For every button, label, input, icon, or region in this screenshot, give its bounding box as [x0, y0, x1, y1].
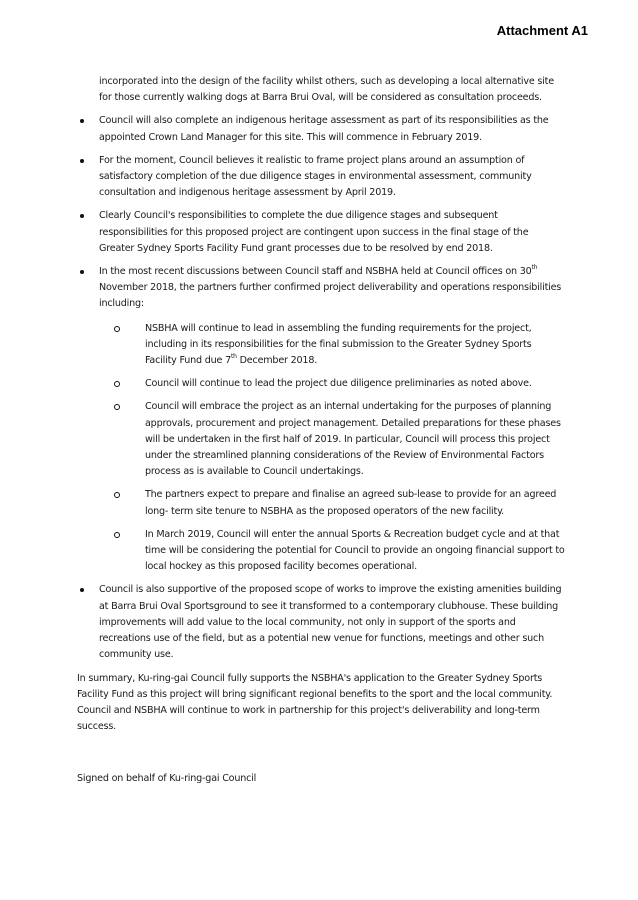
sub-item-internal-undertaking: Council will embrace the project as an internal undertaking for the purposes of planning approvals, procurement and project management. Detailed preparations for these phases will be undertaken in the first half of 2019. In particular, Council will process this project under the streamlined planning considerations of the Review of Environmental Factors process as is available to Council undertakings.: [99, 399, 565, 480]
meeting-date-suffix: th: [531, 263, 538, 271]
meeting-text-start: In the most recent discussions between Council staff and NSBHA held at Council offices on 30: [99, 266, 532, 278]
bullet-project-plans: For the moment, Council believes it realistic to frame project plans around an assumption of satisfactory completion of the due diligence stages in environmental assessment, community consultation and indigenous heritage assessment by April 2019.: [77, 153, 565, 202]
attachment-label: Attachment A1: [496, 23, 588, 38]
meeting-text-end: November 2018, the partners further confirmed project deliverability and operations responsibilities including:: [99, 282, 562, 310]
bullet-heritage: Council will also complete an indigenous heritage assessment as part of its responsibilities as the appointed Crown Land Manager for this site. This will commence in February 2019.: [77, 113, 565, 145]
funding-text-end: December 2018.: [236, 355, 318, 367]
letter-body: [77, 74, 565, 788]
bullet-responsibilities: Clearly Council's responsibilities to complete the due diligence stages and subsequent responsibilities for this proposed project are contingent upon success in the final stage of the Greater Sydney Sports Facility Fund grant processes due to be resolved by end 2018.: [77, 208, 565, 257]
sub-item-budget-cycle: In March 2019, Council will enter the annual Sports & Recreation budget cycle and at that time will be considering the potential for Council to provide an ongoing financial support to local hockey as this proposed facility becomes operational.: [99, 527, 565, 576]
sub-item-funding: [99, 321, 565, 370]
bullet-list: [77, 113, 565, 663]
summary-paragraph: In summary, Ku-ring-gai Council fully supports the NSBHA's application to the Greater Sydney Sports Facility Fund as this project will bring significant regional benefits to the sport and the local community. Council and NSBHA will continue to work in partnership for this project's deliverability and long-term success.: [77, 672, 553, 733]
sub-list: [99, 321, 565, 576]
signoff: Signed on behalf of Ku-ring-gai Council: [77, 773, 257, 785]
sub-item-due-diligence: Council will continue to lead the project due diligence preliminaries as noted above.: [99, 376, 565, 392]
funding-date-suffix: th: [231, 352, 237, 360]
funding-text-start: NSBHA will continue to lead in assembling the funding requirements for the project, including in its responsibilities for the final submission to the Greater Sydney Sports Facility Fund due 7: [145, 322, 532, 367]
bullet-clubhouse: Council is also supportive of the proposed scope of works to improve the existing amenities building at Barra Brui Oval Sportsground to see it transformed to a contemporary clubhouse. These building improvements will add value to the local community, not only in support of the sports and recreations use of the field, but as a potential new venue for functions, meetings and other such community use.: [77, 582, 565, 663]
intro-continuation: incorporated into the design of the facility whilst others, such as developing a local alternative site for those currently walking dogs at Barra Brui Oval, will be considered as consultation proceeds.: [99, 76, 554, 104]
sub-item-sub-lease: The partners expect to prepare and finalise an agreed sub-lease to provide for an agreed long- term site tenure to NSBHA as the proposed operators of the new facility.: [99, 487, 565, 519]
bullet-meeting: [77, 264, 565, 575]
